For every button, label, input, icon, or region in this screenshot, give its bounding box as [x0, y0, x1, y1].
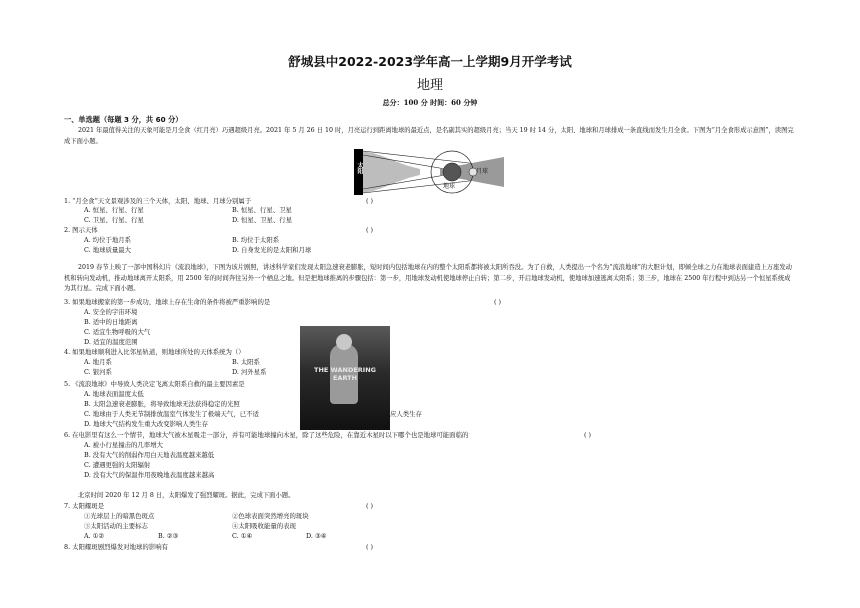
q6-option-d: D. 没有大气的保温作用夜晚地表温度越来越高	[84, 471, 215, 479]
q7-option-b: B. ②③	[158, 532, 179, 540]
q8-paren: ( )	[366, 543, 374, 551]
q5-option-a: A. 地球表面温度太低	[84, 390, 144, 398]
q7-stem: 7. 太阳耀斑是	[64, 502, 105, 510]
q2-option-d: D. 自身发光的是太阳和月球	[232, 246, 312, 254]
q1-option-a: A. 恒星、行星、行星	[84, 206, 144, 214]
q1-stem: 1. “月全食”天文景观涉及的三个天体，太阳、地球、月球分别属于	[64, 197, 252, 205]
subject-title: 地理	[416, 78, 443, 93]
q1-paren: ( )	[366, 197, 374, 205]
q6-stem: 6. 在电影里有这么一个情节，地球大气被木星吸走一部分，并有可能地球撞向木星，除了这些危险，在靠近木星时以下哪个也是地球可能面临的	[64, 431, 469, 439]
q3-option-c: C. 适宜生物呼吸的大气	[84, 328, 151, 336]
movie-poster-image	[300, 326, 390, 430]
q1-option-d: D. 恒星、卫星、行星	[232, 216, 293, 224]
q5-option-c: C. 地球由于人类无节制排放温室气体发生了极端天气，已不适	[84, 410, 259, 418]
score-line: 总分：100 分 时间：60 分钟	[382, 98, 478, 107]
q2-option-b: B. 均位于太阳系	[232, 236, 280, 244]
q6-paren: ( )	[584, 431, 592, 439]
q7-item-1: ①光球层上的暗黑色斑点	[84, 512, 155, 520]
sun-glow	[363, 151, 420, 193]
q5-stem: 5. 《流浪地球》中导致人类决定飞离太阳系自救的最主要因素是	[64, 380, 245, 388]
q7-option-a: A. ①②	[84, 532, 105, 540]
q6-option-b: B. 没有大气的削弱作用白天地表温度越来越低	[84, 451, 215, 459]
q4-option-c: C. 银河系	[84, 368, 112, 376]
q5-option-b: B. 太阳急速衰老膨胀，将导致地球无法获得稳定的光照	[84, 400, 240, 408]
q8-stem: 8. 太阳耀斑剧烈爆发对地球的影响有	[64, 543, 168, 551]
poster-title: THE WANDERING EARTH	[314, 366, 376, 382]
q1-option-c: C. 卫星、行星、行星	[84, 216, 144, 224]
q6-option-a: A. 被小行星撞击的几率增大	[84, 441, 163, 449]
q7-item-4: ④太阳吸收能量的表现	[232, 522, 296, 530]
q4-option-a: A. 地月系	[84, 358, 112, 366]
q2-option-a: A. 均位于地月系	[84, 236, 132, 244]
passage-1: 2021 年最值得关注的天象可能是月全食（红月亮）巧遇超级月亮。2021 年 5 月 26 日 10 时，月亮运行到距离地球的最近点，是名副其实的超级月亮；当天 19 时 14 分，太阳、地球和月球排成一条直线而发生月全食。下图为“月全食形成示意图”，读图完成下面小题。	[64, 127, 794, 145]
q7-option-c: C. ①④	[232, 532, 253, 540]
q5-option-d: D. 地球大气结构发生重大改变影响人类生存	[84, 420, 208, 428]
q3-paren: ( )	[494, 298, 502, 306]
astronaut-helmet	[336, 334, 352, 350]
q3-option-a: A. 安全的宇宙环境	[84, 308, 138, 316]
q2-paren: ( )	[366, 226, 374, 234]
q3-option-b: B. 适中的日地距离	[84, 318, 138, 326]
q7-item-3: ③太阳活动的主要标志	[84, 522, 148, 530]
passage-2: 2019 春节上映了一部中国科幻片《流浪地球》，下图为该片剧照，讲述科学家们发现太阳急速衰老膨胀，短时间内包括地球在内的整个太阳系都将被太阳所吞没。为了自救，人类提出一个名为“流浪地球”的大胆计划，即倾全球之力在地球表面建造上万座发动机和转向发动机，推动地球离开太阳系，用 2500 年的时间奔往另外一个栖息之地。但是把地球推离的步骤包括：第一步，用地球发动机使地球停止自转；第二步，开启地球发动机，使地球加速逃离太阳系；第三步，地球在 2500 年行程中到达另一个恒星系统成为其行星。完成下面小题。	[64, 264, 792, 292]
q3-option-d: D. 适宜的温度范围	[84, 338, 138, 346]
passage-3: 北京时间 2020 年 12 月 8 日，太阳爆发了强烈耀斑。据此，完成下面小题。	[78, 492, 295, 499]
q1-option-b: B. 恒星、行星、卫星	[232, 206, 292, 214]
moon-label: 月球	[476, 168, 489, 175]
earth-label: 地球	[443, 183, 456, 190]
q7-option-d: D. ③④	[306, 532, 327, 540]
earth-circle	[443, 163, 461, 181]
section-heading: 一、单选题（每题 3 分，共 60 分）	[64, 115, 183, 124]
exam-title: 舒城县中2022-2023学年高一上学期9月开学考试	[288, 54, 572, 69]
lunar-eclipse-diagram	[354, 149, 514, 195]
q7-item-2: ②色球表面突然增亮的斑块	[232, 512, 309, 520]
q2-option-c: C. 地球质量最大	[84, 246, 132, 254]
q5-option-c-tail: 应人类生存	[390, 410, 422, 418]
q4-option-d: D. 河外星系	[232, 368, 267, 376]
q2-stem: 2. 图示天体	[64, 226, 98, 234]
q3-stem: 3. 如果地球搬家的第一步成功，地球上存在生命的条件将被严重影响的是	[64, 298, 271, 306]
q7-paren: ( )	[366, 502, 374, 510]
sun-label: 太阳	[356, 162, 363, 174]
q6-option-c: C. 遭遇更强的太阳辐射	[84, 461, 151, 469]
q4-stem: 4. 如果地球顺利进入比邻星轨道，则地球所处的天体系统为（）	[64, 348, 245, 356]
q4-option-b: B. 太阳系	[232, 358, 260, 366]
